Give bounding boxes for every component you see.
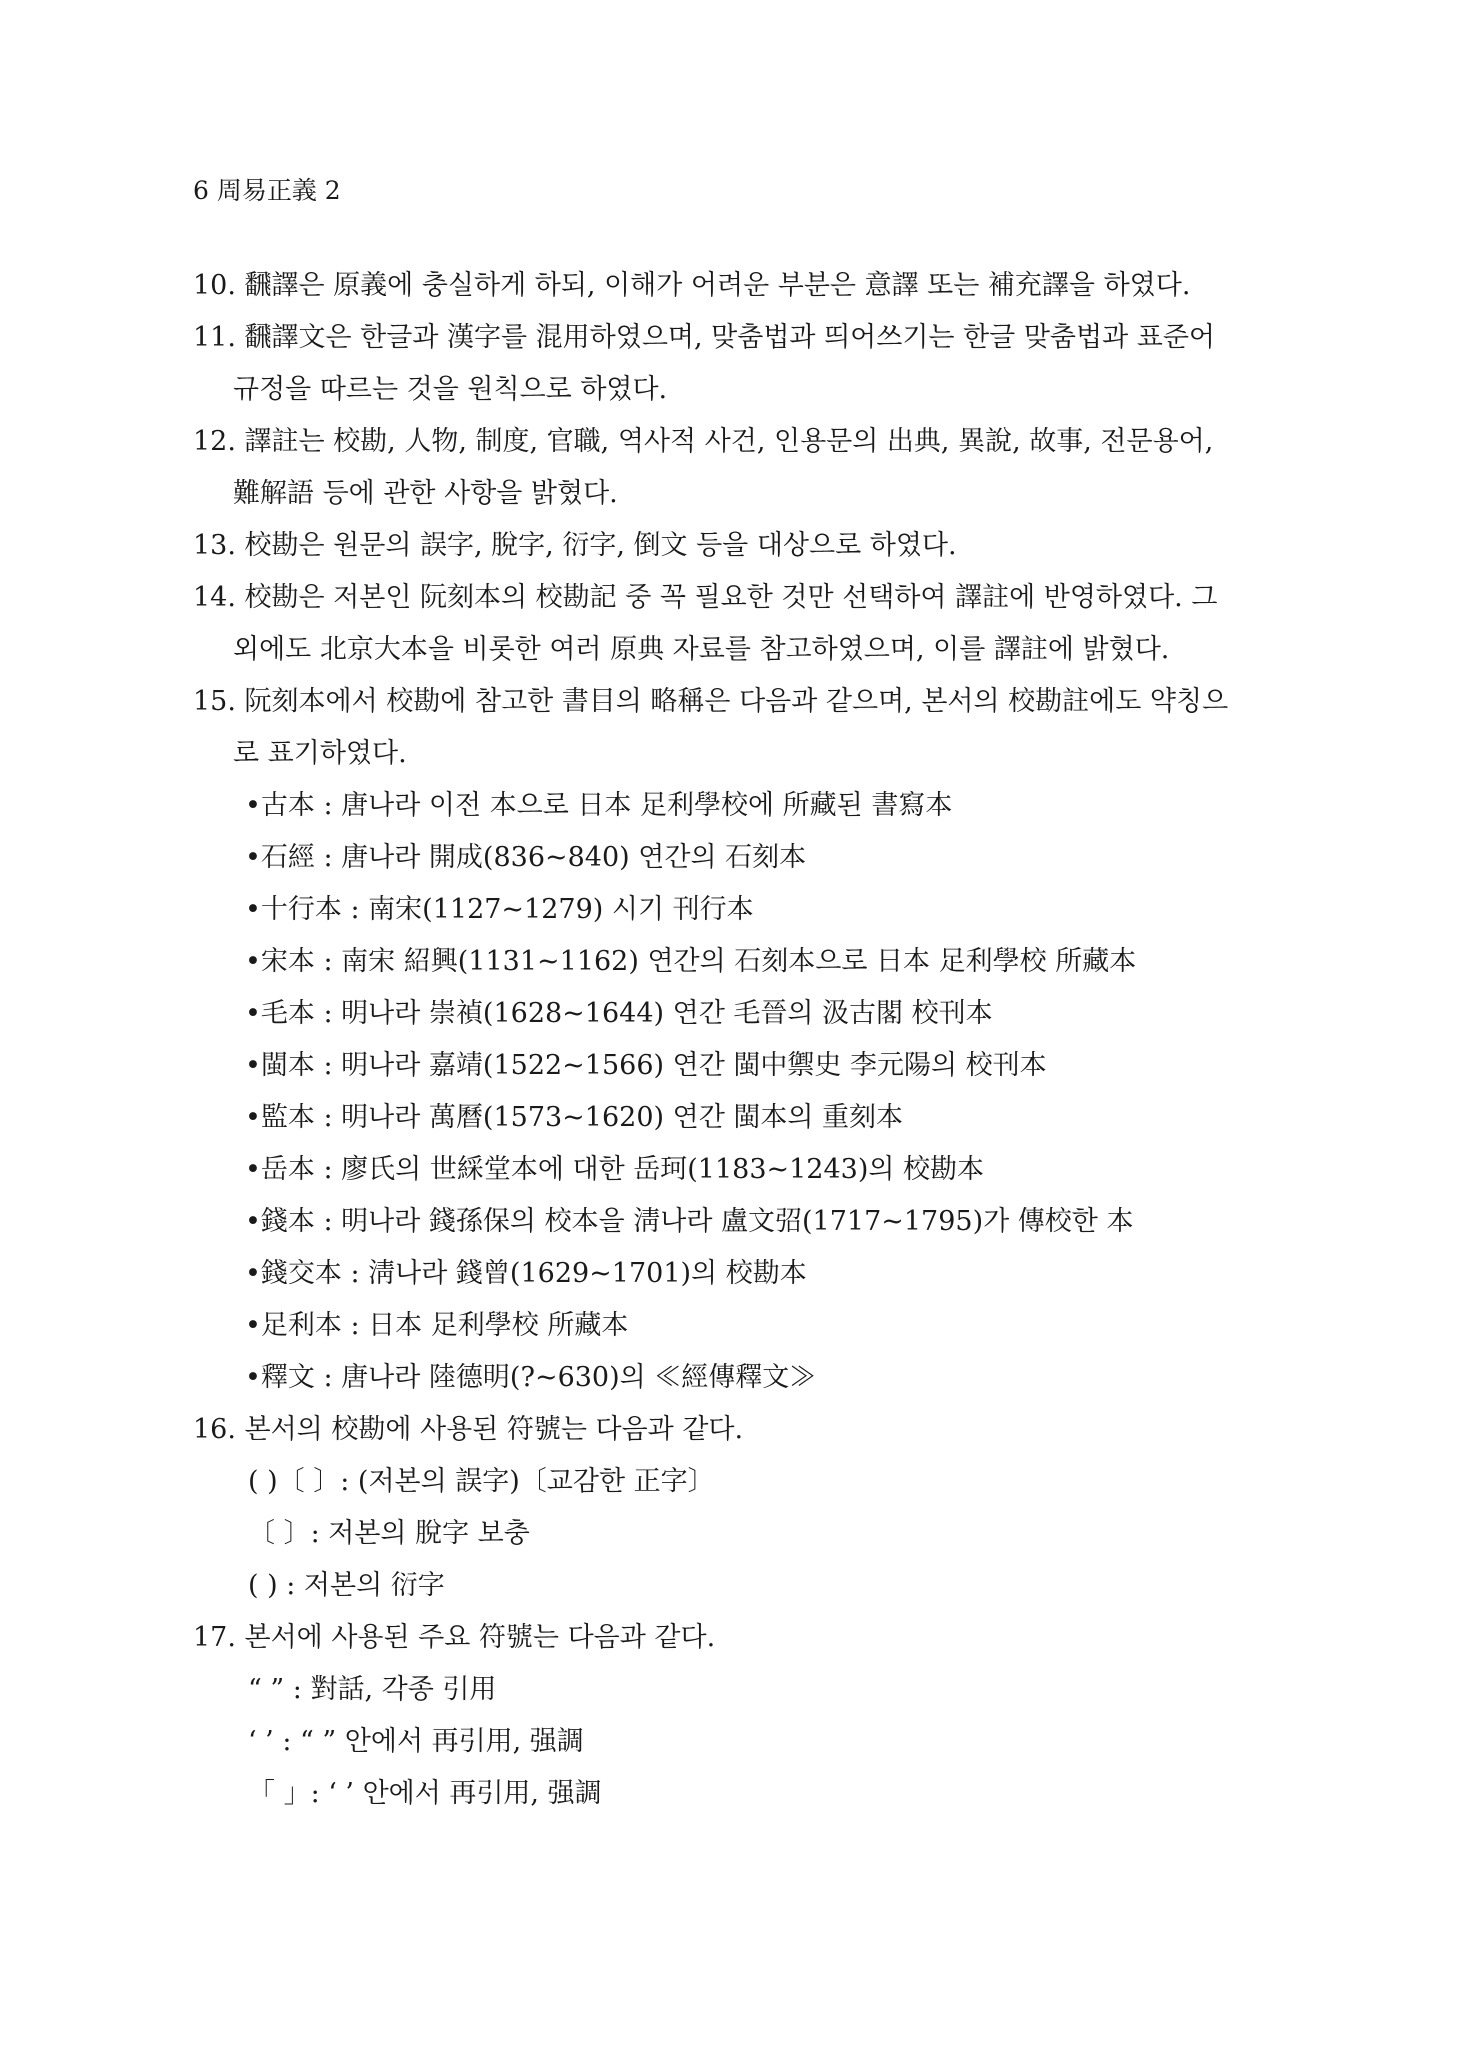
abbreviation-item: •宋本 : 南宋 紹興(1131~1162) 연간의 石刻本으로 日本 足利學校 所藏本 [245,946,1137,977]
item-14-line-1: 14. 校勘은 저본인 阮刻本의 校勘記 중 꼭 필요한 것만 선택하여 譯註에 반영하였다. 그 [193,582,1218,613]
item-11-line-1: 11. 飜譯文은 한글과 漢字를 混用하였으며, 맞춤법과 띄어쓰기는 한글 맞춤법과 표준어 [193,322,1215,353]
list-item [193,520,1303,572]
item-14-line-2: 외에도 北京大本을 비롯한 여러 原典 자료를 참고하였으며, 이를 譯註에 밝혔다. [233,634,1170,665]
list-item [193,1612,1303,1820]
abbreviation-item: •錢本 : 明나라 錢孫保의 校本을 淸나라 盧文弨(1717~1795)가 傳校한 本 [245,1206,1134,1237]
item-11-line-2: 규정을 따르는 것을 원칙으로 하였다. [233,374,668,405]
abbreviation-item: •毛本 : 明나라 崇禎(1628~1644) 연간 毛晉의 汲古閣 校刊本 [245,998,993,1029]
list-item [193,312,1303,416]
symbol-entry: 〔 〕: 저본의 脫字 보충 [248,1518,530,1549]
list-item [193,1404,1303,1612]
list-item [193,260,1303,312]
list-item [193,676,1303,780]
abbreviation-item: •古本 : 唐나라 이전 本으로 日本 足利學校에 所藏된 書寫本 [245,790,953,821]
page-header: 6 周易正義 2 [193,176,341,205]
item-17-heading: 17. 본서에 사용된 주요 符號는 다음과 같다. [193,1622,716,1653]
list-item [193,572,1303,676]
abbreviation-item: •釋文 : 唐나라 陸德明(?~630)의 ≪經傳釋文≫ [245,1362,817,1393]
item-15-line-1: 15. 阮刻本에서 校勘에 참고한 書目의 略稱은 다음과 같으며, 본서의 校勘註에도 약칭으 [193,686,1229,717]
symbol-entry: ( )〔 〕: (저본의 誤字)〔교감한 正字〕 [248,1466,715,1497]
page-body [193,260,1303,1820]
abbreviation-item: •石經 : 唐나라 開成(836~840) 연간의 石刻本 [245,842,807,873]
item-12-line-2: 難解語 등에 관한 사항을 밝혔다. [233,478,618,509]
abbreviation-item: •岳本 : 廖氏의 世綵堂本에 대한 岳珂(1183~1243)의 校勘本 [245,1154,985,1185]
abbreviation-item: •監本 : 明나라 萬曆(1573~1620) 연간 閩本의 重刻本 [245,1102,904,1133]
symbol-entry: 「 」: ‘ ’ 안에서 再引用, 强調 [248,1778,602,1809]
item-16-heading: 16. 본서의 校勘에 사용된 符號는 다음과 같다. [193,1414,744,1445]
symbol-entry: ‘ ’ : “ ” 안에서 再引用, 强調 [248,1726,584,1757]
abbreviation-list [193,780,1303,1404]
list-item [193,416,1303,520]
abbreviation-item: •錢交本 : 淸나라 錢曾(1629~1701)의 校勘本 [245,1258,807,1289]
symbol-entry: ( ) : 저본의 衍字 [248,1570,445,1601]
item-13-line-1: 13. 校勘은 원문의 誤字, 脫字, 衍字, 倒文 등을 대상으로 하였다. [193,530,957,561]
abbreviation-item: •足利本 : 日本 足利學校 所藏本 [245,1310,629,1341]
item-12-line-1: 12. 譯註는 校勘, 人物, 制度, 官職, 역사적 사건, 인용문의 出典, 異說, 故事, 전문용어, [193,426,1214,457]
symbol-entry: “ ” : 對話, 각종 引用 [248,1674,497,1705]
item-15-line-2: 로 표기하였다. [233,738,407,769]
item-10-line-1: 10. 飜譯은 原義에 충실하게 하되, 이해가 어려운 부분은 意譯 또는 補充譯을 하였다. [193,270,1191,301]
abbreviation-item: •十行本 : 南宋(1127~1279) 시기 刊行本 [245,894,754,925]
abbreviation-item: •閩本 : 明나라 嘉靖(1522~1566) 연간 閩中禦史 李元陽의 校刊本 [245,1050,1047,1081]
